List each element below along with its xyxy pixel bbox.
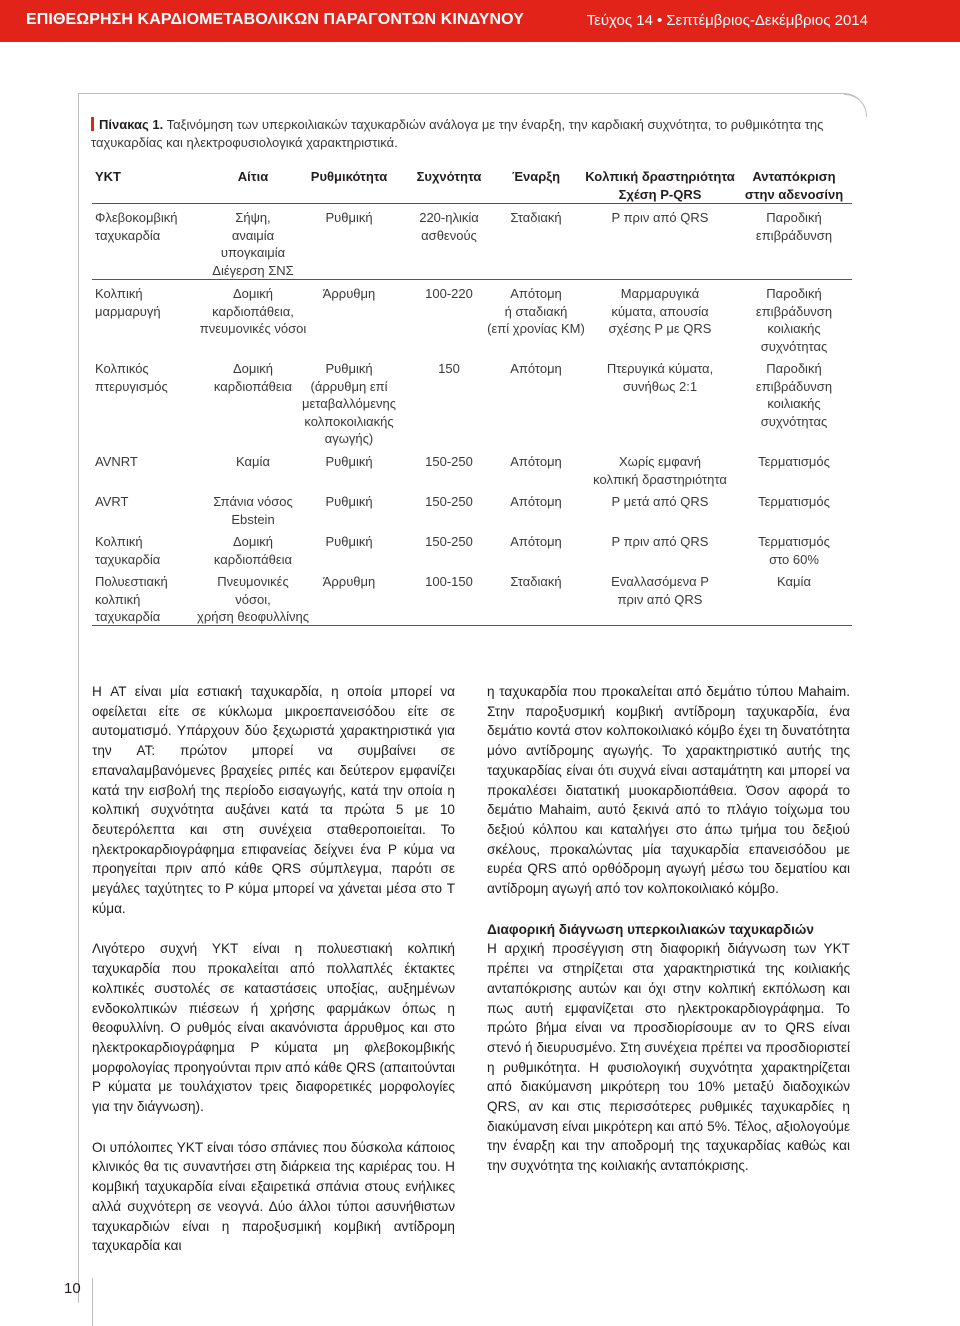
table-cell: Πολυεστιακή κολπική ταχυκαρδία (95, 574, 168, 624)
table-cell: Παροδική επιβράδυνση (755, 210, 833, 243)
issue-period: Σεπτέμβριος-Δεκέμβριος 2014 (666, 12, 868, 29)
table-cell: Παροδική επιβράδυνση κοιλιακής συχνότητας (755, 286, 833, 354)
table-cell: P πριν από QRS (611, 534, 709, 549)
page-number: 10 (64, 1280, 81, 1297)
table-cell: Ρυθμική (325, 534, 373, 549)
table-cell: Τερματισμός (758, 454, 830, 469)
table-cell: Παροδική επιβράδυνση κοιλιακής συχνότητας (755, 361, 833, 429)
th-antapokrisi: Ανταπόκριση στην αδενοσίνη (744, 169, 844, 202)
table-cell: 150-250 (425, 494, 473, 509)
issue-info (587, 12, 868, 29)
section-heading: Διαφορική διάγνωση υπερκοιλιακών ταχυκαρδιών (487, 921, 814, 937)
table-cell: Σταδιακή (510, 210, 562, 225)
table-cell: Φλεβοκομβική ταχυκαρδία (95, 210, 178, 243)
footer-rule (92, 1278, 93, 1326)
th-drastiriotita: Κολπική δραστηριότητα Σχέση P-QRS (585, 169, 735, 202)
table-cell: Τερματισμός (758, 494, 830, 509)
table-cell: Σήψη, αναιμία υπογκαιμία Διέγερση ΣΝΣ (212, 210, 294, 278)
table-cell: Δομική καρδιοπάθεια, πνευμονικές νόσοι (199, 286, 307, 336)
table-cell: Χωρίς εμφανή κολπική δραστηριότητα (593, 454, 727, 487)
left-column (92, 682, 455, 1256)
body-paragraph: Η AT είναι μία εστιακή ταχυκαρδία, η οποία μπορεί να οφείλεται είτε σε κύκλωμα μικροεπανεισόδου είτε σε αυτοματισμό. Υπάρχουν δύο ξεχωριστά χαρακτηριστικά για την AT: πρώτον μπορεί να συμβαίνει σε επαναλαμβανόμενες βραχείες ριπές και δεύτερον εμφανίζει κατά την εισβολή της περίοδο εισαγωγής, κατά την οποία η κολπική συχνότητα αυξάνει κατά τα πρώτα 5 με 10 δευτερόλεπτα και στη συνέχεια σταθεροποιείται. Το ηλεκτροκαρδιογράφημα επιφανείας δείχνει ένα P κύμα να προηγείται πριν από κάθε QRS σύμπλεγμα, παρότι σε μεγάλες ταχύτητες το P κύμα μπορεί να χάνεται μέσα στο T κύμα. (92, 684, 455, 916)
table-cell: Ρυθμική (325, 454, 373, 469)
journal-header (0, 0, 960, 42)
caption-label: Πίνακας 1. (99, 117, 164, 132)
table-cell: Καμία (236, 454, 270, 469)
table-cell: Καμία (777, 574, 811, 589)
journal-title: ΕΠΙΘΕΩΡΗΣΗ ΚΑΡΔΙΟΜΕΤΑΒΟΛΙΚΩΝ ΠΑΡΑΓΟΝΤΩΝ ΚΙΝΔΥΝΟΥ (26, 11, 525, 28)
table-cell: Απότομη (510, 361, 562, 376)
body-paragraph: Οι υπόλοιπες ΥΚΤ είναι τόσο σπάνιες που δύσκολα κάποιος κλινικός θα τις συναντήσει στη διάρκεια της καριέρας του. Η κομβική ταχυκαρδία είναι εξαιρετικά σπάνια στους ενήλικες αλλά συχνότερη σε νεογνά. Δύο άλλοι τύποι ασυνήθιστων ταχυκαρδιών είναι η παροξυσμική κομβική αντίδρομη ταχυκαρδία και (92, 1139, 455, 1254)
issue-number: Τεύχος 14 (586, 12, 653, 29)
bullet-icon: • (656, 12, 663, 29)
table-cell: Ρυθμική (άρρυθμη επί μεταβαλλόμενης κολποκοιλιακής αγωγής) (301, 361, 397, 446)
th-aitia: Αίτια (237, 169, 269, 184)
table-cell: 150 (438, 361, 460, 376)
table-row-rule (92, 279, 852, 280)
table-cell: Κολπική ταχυκαρδία (95, 534, 161, 567)
table-cell: Κολπική μαρμαρυγή (95, 286, 161, 319)
table-cell: 220-ηλικία ασθενούς (419, 210, 479, 243)
th-ykt: ΥΚΤ (95, 169, 121, 184)
table-cell: Ρυθμική (325, 494, 373, 509)
table-cell: 150-250 (425, 454, 473, 469)
table-cell: AVNRT (95, 454, 138, 469)
table-cell: Απότομη (510, 534, 562, 549)
table-cell: P μετά από QRS (611, 494, 709, 509)
table-cell: Σταδιακή (510, 574, 562, 589)
table-cell: Πτερυγικά κύματα, συνήθως 2:1 (606, 361, 714, 394)
caption-text: Ταξινόμηση των υπερκοιλιακών ταχυκαρδιών ανάλογα με την έναρξη, την καρδιακή συχνότητα, το ρυθμικότητα της ταχυκαρδίας και ηλεκτροφυσιολογικά χαρακτηριστικά. (91, 117, 824, 150)
table-cell: Κολπικός πτερυγισμός (95, 361, 168, 394)
th-syxnotita: Συχνότητα (416, 169, 482, 184)
table-cell: Άρρυθμη (322, 286, 376, 301)
table-cell: 150-250 (425, 534, 473, 549)
table-cell: Σπάνια νόσος Ebstein (213, 494, 293, 527)
table-cell: Απότομη (510, 454, 562, 469)
table-cell: Δομική καρδιοπάθεια (213, 534, 293, 567)
body-paragraph: η ταχυκαρδία που προκαλείται από δεμάτιο τύπου Mahaim. Στην παροξυσμική κομβική αντίδρομη ταχυκαρδία, ένα δεμάτιο κοντά στον κολποκοιλιακό κόμβο έχει τη δυνατότητα μόνο αντίδρομης αγωγής. Το χαρακτηριστικό αυτής της ταχυκαρδίας είναι ότι συχνά είναι ασταμάτητη και μπορεί να προκαλέσει διατατική μυοκαρδιοπάθεια. Όσον αφορά το δεμάτιο Mahaim, αυτό ξεκινά από το πλάγιο τοίχωμα του δεξιού κόλπου και καταλήγει στο άπω τμήμα του δεξιού σκέλους, προκαλώντας μία ταχυκαρδία επανεισόδου με ευρέα QRS από ορθόδρομη αγωγή μέσω του δεματίου και αντίδρομη αγωγή από τον κολποκοιλιακό κόμβο. (487, 684, 850, 897)
table-cell: P πριν από QRS (611, 210, 709, 225)
right-column (487, 682, 850, 1176)
table-cell: Άρρυθμη (322, 574, 376, 589)
body-paragraph: Λιγότερο συχνή ΥΚΤ είναι η πολυεστιακή κολπική ταχυκαρδία που προκαλείται από πολλαπλές έκτακτες κολπικές συστολές σε καταστάσεις υποξίας, αυξημένων ενδοκολπικών πιέσεων ή χρήσης φαρμάκων όπως η θεοφυλλίνη. Ο ρυθμός είναι ακανόνιστα άρρυθμος και στο ηλεκτροκαρδιογράφημα P κύματα μη φλεβοκομβικής μορφολογίας προηγούνται πριν από κάθε QRS (απαιτούνται P κύματα με τουλάχιστον τρεις διαφορετικές μορφολογίες για την διάγνωση). (92, 941, 455, 1115)
table-cell: AVRT (95, 494, 129, 509)
table-cell: Τερματισμός στο 60% (758, 534, 830, 567)
table-cell: Πνευμονικές νόσοι, χρήση θεοφυλλίνης (197, 574, 309, 624)
caption-accent-bar (91, 117, 94, 131)
th-enarxi: Έναρξη (511, 169, 561, 184)
table-caption (91, 116, 851, 152)
table-cell: Ρυθμική (325, 210, 373, 225)
table-cell: Μαρμαρυγικά κύματα, απουσία σχέσης P με QRS (608, 286, 712, 336)
table-cell: 100-220 (425, 286, 473, 301)
table-bottom-rule (92, 625, 852, 626)
table-cell: Εναλλασόμενα P πριν από QRS (611, 574, 709, 607)
th-rythmikotita: Ρυθμικότητα (310, 169, 388, 184)
table-header-rule (92, 203, 852, 204)
table-cell: Δομική καρδιοπάθεια (213, 361, 293, 394)
table-cell: Απότομη (510, 494, 562, 509)
table-cell: 100-150 (425, 574, 473, 589)
table-cell: Απότομη ή σταδιακή (επί χρονίας ΚΜ) (487, 286, 585, 336)
body-paragraph: Η αρχική προσέγγιση στη διαφορική διάγνωση των ΥΚΤ πρέπει να στηρίζεται στα χαρακτηριστικά της κοιλιακής ανταπόκρισης αυτών και όχι στην κολπική εκπόλωση και πως αυτή εμφανίζεται στο ηλεκτροκαρδιογράφημα. Το πρώτο βήμα είναι να προσδιορίσουμε αν το QRS είναι στενό ή διευρυσμένο. Στη συνέχεια πρέπει να προσδιοριστεί η ρυθμικότητα. Η φυσιολογική συχνότητα χαρακτηρίζεται από διακύμανση μικρότερη του 10% μεταξύ διαδοχικών QRS, αν και στις περισσότερες ρυθμικές ταχυκαρδίες η διακύμανση είναι μικρότερη και από 5%. Τέλος, αξιολογούμε την έναρξη και την αποδρομή της ταχυκαρδίας καθώς και την συχνότητα της κοιλιακής ανταπόκρισης. (487, 941, 850, 1174)
